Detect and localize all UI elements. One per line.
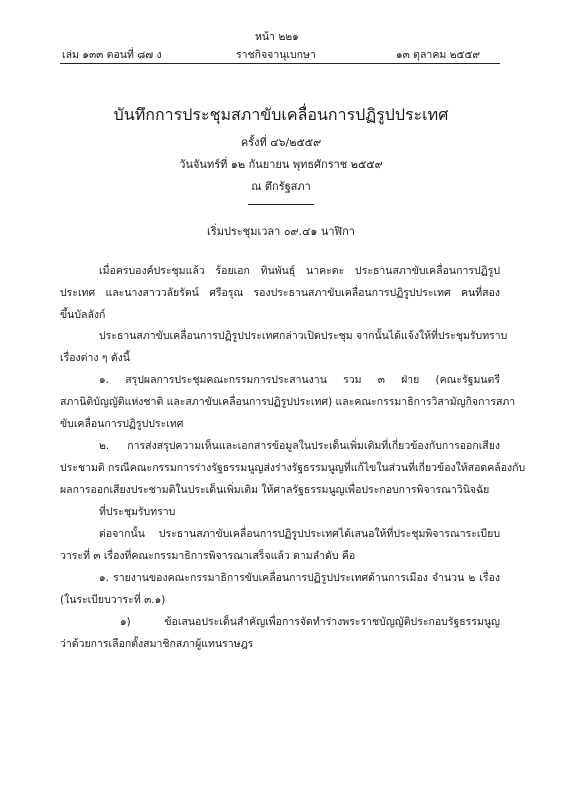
paragraph-line: ประธานสภาขับเคลื่อนการปฏิรูปประเทศกล่าวเปิดประชุม จากนั้นได้แจ้งให้ที่ประชุมรับทราบ [99, 330, 508, 342]
meeting-date: วันจันทร์ที่ ๑๒ กันยายน พุทธศักราช ๒๕๕๙ [179, 158, 383, 171]
title-divider [248, 204, 314, 205]
page-number: หน้า ๒๒๑ [255, 31, 299, 43]
start-time: เริ่มประชุมเวลา ๐๙.๔๑ นาฬิกา [207, 225, 355, 238]
meeting-venue: ณ ตึกรัฐสภา [251, 180, 311, 193]
volume-issue: เล่ม ๑๓๓ ตอนที่ ๘๗ ง [62, 49, 162, 61]
paragraph-line: ขึ้นบัลลังก์ [60, 309, 106, 321]
publication-date: ๑๓ ตุลาคม ๒๕๕๙ [396, 49, 481, 61]
paragraph-line: ๑. สรุปผลการประชุมคณะกรรมการประสานงาน รวม ๓ ฝ่าย (คณะรัฐมนตรี [99, 374, 500, 386]
paragraph-line: วาระที่ ๓ เรื่องที่คณะกรรมาธิการพิจารณาเสร็จแล้ว ตามลำดับ คือ [60, 550, 356, 562]
paragraph-line: เรื่องต่าง ๆ ดังนี้ [60, 352, 130, 364]
paragraph-line: ขับเคลื่อนการปฏิรูปประเทศ [60, 418, 184, 430]
paragraph-line: ที่ประชุมรับทราบ [99, 506, 176, 518]
session-number: ครั้งที่ ๔๖/๒๕๕๙ [240, 136, 322, 149]
paragraph-line: สภานิติบัญญัติแห่งชาติ และสภาขับเคลื่อนการปฏิรูปประเทศ) และคณะกรรมาธิการวิสามัญกิจการสภา [60, 396, 516, 408]
paragraph-line: ๑. รายงานของคณะกรรมาธิการขับเคลื่อนการปฏิรูปประเทศด้านการเมือง จำนวน ๒ เรื่อง [99, 572, 500, 584]
gazette-name: ราชกิจจานุเบกษา [236, 49, 316, 61]
paragraph-line: เมื่อครบองค์ประชุมแล้ว ร้อยเอก ทินพันธุ์ นาคะตะ ประธานสภาขับเคลื่อนการปฏิรูป [99, 265, 500, 277]
paragraph-line: ประชามติ กรณีคณะกรรมการร่างรัฐธรรมนูญส่งร่างรัฐธรรมนูญที่แก้ไขในส่วนที่เกี่ยวข้องให้สอดคล้องกับ [60, 462, 526, 474]
paragraph-line: ว่าด้วยการเลือกตั้งสมาชิกสภาผู้แทนราษฎร [60, 638, 254, 650]
paragraph-line: ๑) ข้อเสนอประเด็นสำคัญเพื่อการจัดทำร่างพระราชบัญญัติประกอบรัฐธรรมนูญ [120, 616, 500, 628]
paragraph-line: ประเทศ และนางสาววลัยรัตน์ ศรีอรุณ รองประธานสภาขับเคลื่อนการปฏิรูปประเทศ คนที่สอง [60, 287, 500, 299]
paragraph-line: ผลการออกเสียงประชามติในประเด็นเพิ่มเติม ให้ศาลรัฐธรรมนูญเพื่อประกอบการพิจารณาวินิจฉัย [60, 484, 490, 496]
paragraph-line: ต่อจากนั้น ประธานสภาขับเคลื่อนการปฏิรูปประเทศได้เสนอให้ที่ประชุมพิจารณาระเบียบ [99, 528, 500, 540]
document-title: บันทึกการประชุมสภาขับเคลื่อนการปฏิรูปประเทศ [113, 105, 449, 124]
header-divider [60, 63, 500, 64]
paragraph-line: ๒. การส่งสรุปความเห็นและเอกสารข้อมูลในประเด็นเพิ่มเติมที่เกี่ยวข้องกับการออกเสียง [99, 440, 500, 452]
paragraph-line: (ในระเบียบวาระที่ ๓.๑) [60, 594, 166, 606]
